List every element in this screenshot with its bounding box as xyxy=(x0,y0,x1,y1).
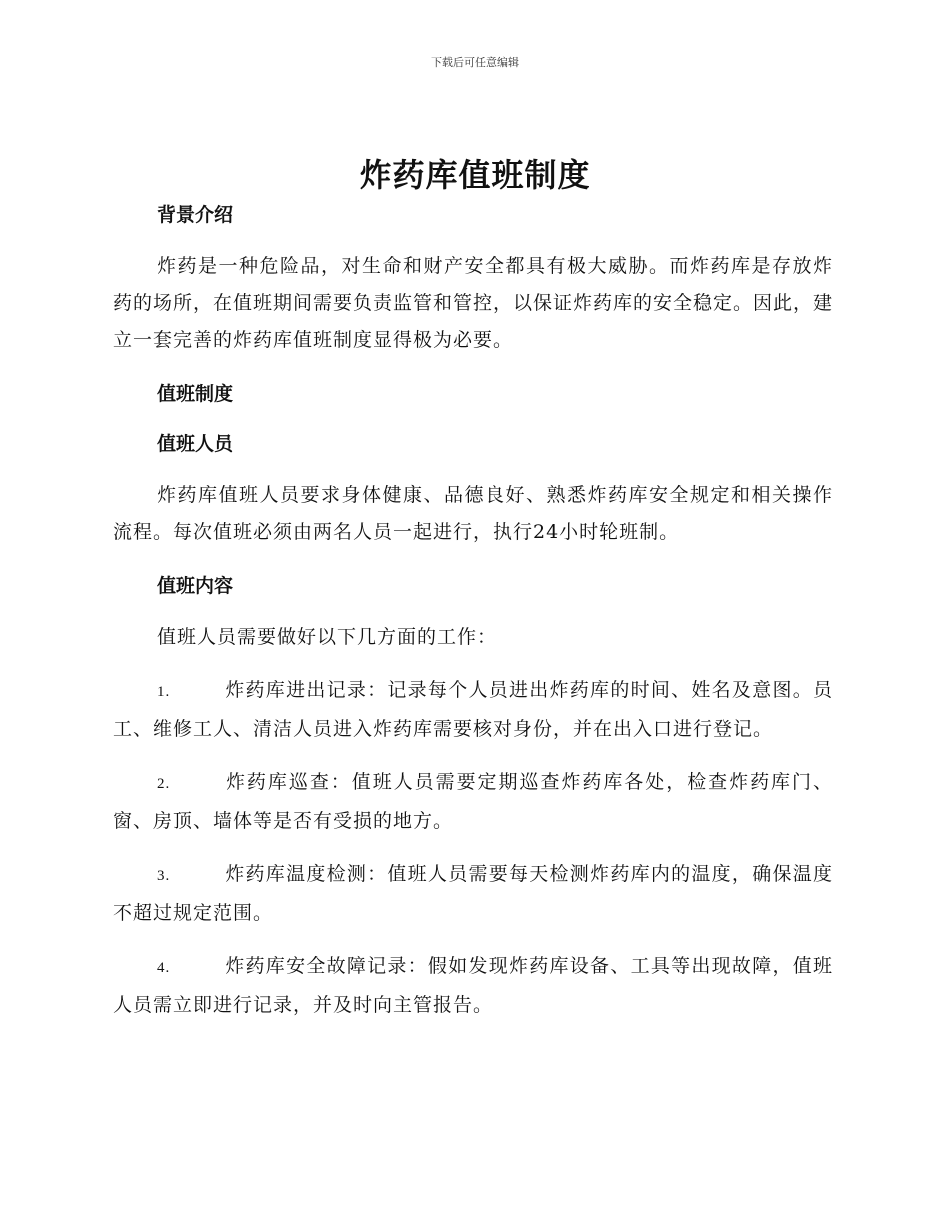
heading-duty-system: 值班制度 xyxy=(157,383,234,405)
document-body xyxy=(113,198,833,1024)
heading-duty-content: 值班内容 xyxy=(157,575,234,597)
paragraph-background: 炸药是一种危险品，对生命和财产安全都具有极大威胁。而炸药库是存放炸药的场所，在值班期间需要负责监管和管控，以保证炸药库的安全稳定。因此，建立一套完善的炸药库值班制度显得极为必要。 xyxy=(113,255,834,351)
header-note: 下载后可任意编辑 xyxy=(431,56,519,69)
list-item-text: 炸药库巡查：值班人员需要定期巡查炸药库各处，检查炸药库门、窗、房顶、墙体等是否有受损的地方。 xyxy=(113,771,833,832)
list-item-text: 炸药库安全故障记录：假如发现炸药库设备、工具等出现故障，值班人员需立即进行记录，并及时向主管报告。 xyxy=(113,955,833,1016)
list-item xyxy=(113,672,833,748)
list-item-number: 2. xyxy=(157,776,171,792)
list-item-number: 3. xyxy=(157,868,171,884)
list-item xyxy=(113,856,833,932)
list-item-text: 炸药库进出记录：记录每个人员进出炸药库的时间、姓名及意图。员工、维修工人、清洁人员进入炸药库需要核对身份，并在出入口进行登记。 xyxy=(113,679,833,740)
list-item xyxy=(113,948,833,1024)
list-item-number: 4. xyxy=(157,960,171,976)
list-item-number: 1. xyxy=(157,684,171,700)
heading-duty-staff: 值班人员 xyxy=(157,433,234,455)
list-item xyxy=(113,764,833,840)
document-title: 炸药库值班制度 xyxy=(359,156,591,194)
list-item-text: 炸药库温度检测：值班人员需要每天检测炸药库内的温度，确保温度不超过规定范围。 xyxy=(113,863,833,924)
paragraph-duty-staff: 炸药库值班人员要求身体健康、品德良好、熟悉炸药库安全规定和相关操作流程。每次值班必须由两名人员一起进行，执行24小时轮班制。 xyxy=(113,484,833,543)
heading-background: 背景介绍 xyxy=(157,204,234,226)
paragraph-duty-intro: 值班人员需要做好以下几方面的工作： xyxy=(157,626,498,648)
